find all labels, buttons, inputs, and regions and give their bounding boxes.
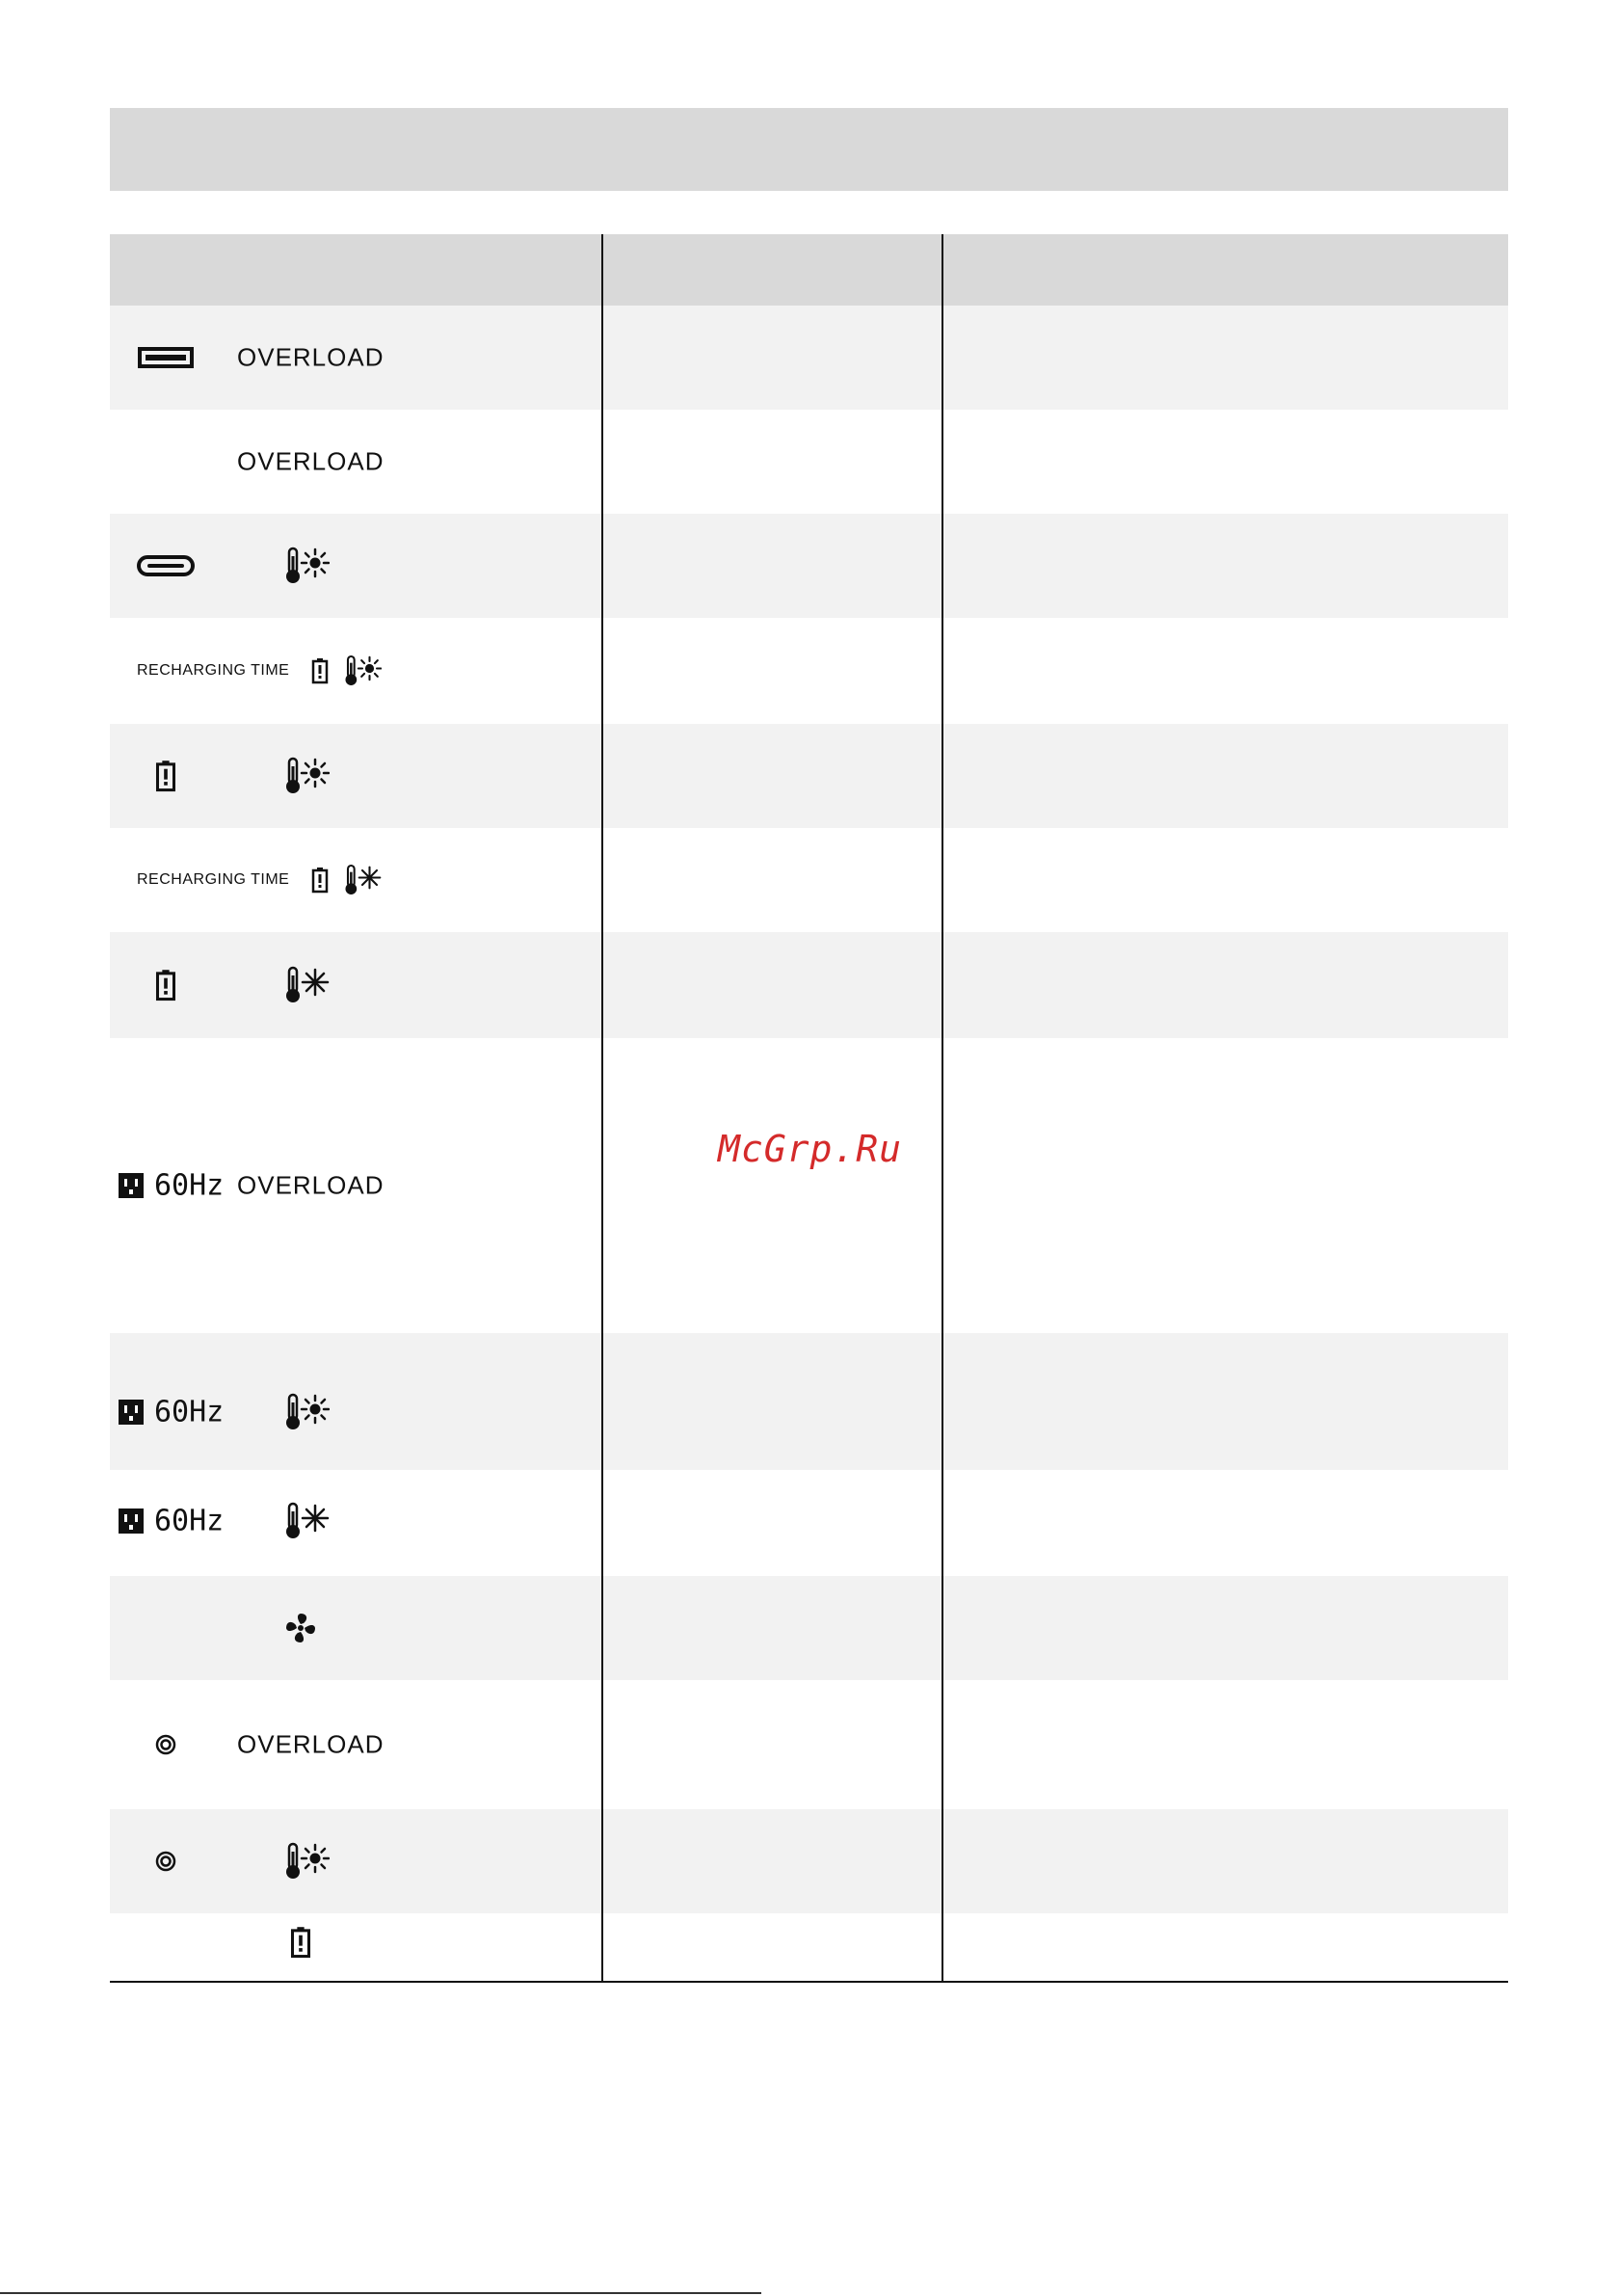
ring-icon bbox=[155, 1851, 176, 1872]
table-row bbox=[110, 1038, 1508, 1333]
thermometer-cold-icon bbox=[343, 864, 382, 896]
indicator-table bbox=[110, 234, 1508, 1983]
table-row bbox=[110, 828, 1508, 932]
overload-label: OVERLOAD bbox=[237, 446, 385, 476]
thermometer-hot-icon bbox=[283, 757, 330, 795]
overload-label: OVERLOAD bbox=[237, 1170, 385, 1200]
thermometer-hot-icon bbox=[343, 654, 382, 687]
battery-alert-icon bbox=[311, 657, 329, 684]
battery-alert-icon bbox=[290, 1926, 311, 1959]
frequency-label: 60Hz bbox=[154, 1168, 225, 1203]
battery-alert-icon bbox=[155, 969, 176, 1001]
table-row bbox=[110, 618, 1508, 724]
usb-c-port-icon bbox=[137, 555, 195, 576]
ac-outlet-icon bbox=[118, 1172, 145, 1199]
table-row bbox=[110, 724, 1508, 828]
section-title-bar bbox=[110, 108, 1508, 191]
table-header bbox=[110, 234, 1508, 306]
table-row bbox=[110, 1333, 1508, 1470]
header-col-solution bbox=[942, 234, 1508, 306]
ring-icon bbox=[155, 1734, 176, 1755]
thermometer-cold-icon bbox=[283, 1502, 330, 1540]
table-row bbox=[110, 410, 1508, 514]
table-row bbox=[110, 1576, 1508, 1680]
ac-outlet-icon bbox=[118, 1508, 145, 1535]
thermometer-hot-icon bbox=[283, 1393, 330, 1431]
battery-alert-icon bbox=[155, 760, 176, 792]
fan-icon bbox=[284, 1612, 317, 1644]
thermometer-hot-icon bbox=[283, 547, 330, 585]
table-row bbox=[110, 1680, 1508, 1809]
overload-label: OVERLOAD bbox=[237, 342, 385, 372]
header-col-display bbox=[110, 234, 601, 306]
watermark: McGrp.Ru bbox=[718, 1128, 903, 1170]
header-col-cause bbox=[601, 234, 942, 306]
footer-rule bbox=[0, 2292, 761, 2294]
table-bottom-rule bbox=[110, 1981, 1508, 1983]
table-row bbox=[110, 306, 1508, 410]
table-row bbox=[110, 514, 1508, 618]
battery-alert-icon bbox=[311, 867, 329, 894]
overload-label: OVERLOAD bbox=[237, 1729, 385, 1759]
frequency-label: 60Hz bbox=[154, 1395, 225, 1429]
thermometer-hot-icon bbox=[283, 1842, 330, 1881]
table-row bbox=[110, 932, 1508, 1038]
table-row bbox=[110, 1809, 1508, 1913]
thermometer-cold-icon bbox=[283, 966, 330, 1004]
recharging-time-label: RECHARGING TIME bbox=[137, 871, 290, 888]
usb-a-port-icon bbox=[138, 347, 194, 368]
ac-outlet-icon bbox=[118, 1399, 145, 1426]
frequency-label: 60Hz bbox=[154, 1504, 225, 1538]
table-row bbox=[110, 1470, 1508, 1576]
recharging-time-label: RECHARGING TIME bbox=[137, 662, 290, 679]
table-row bbox=[110, 1913, 1508, 1981]
